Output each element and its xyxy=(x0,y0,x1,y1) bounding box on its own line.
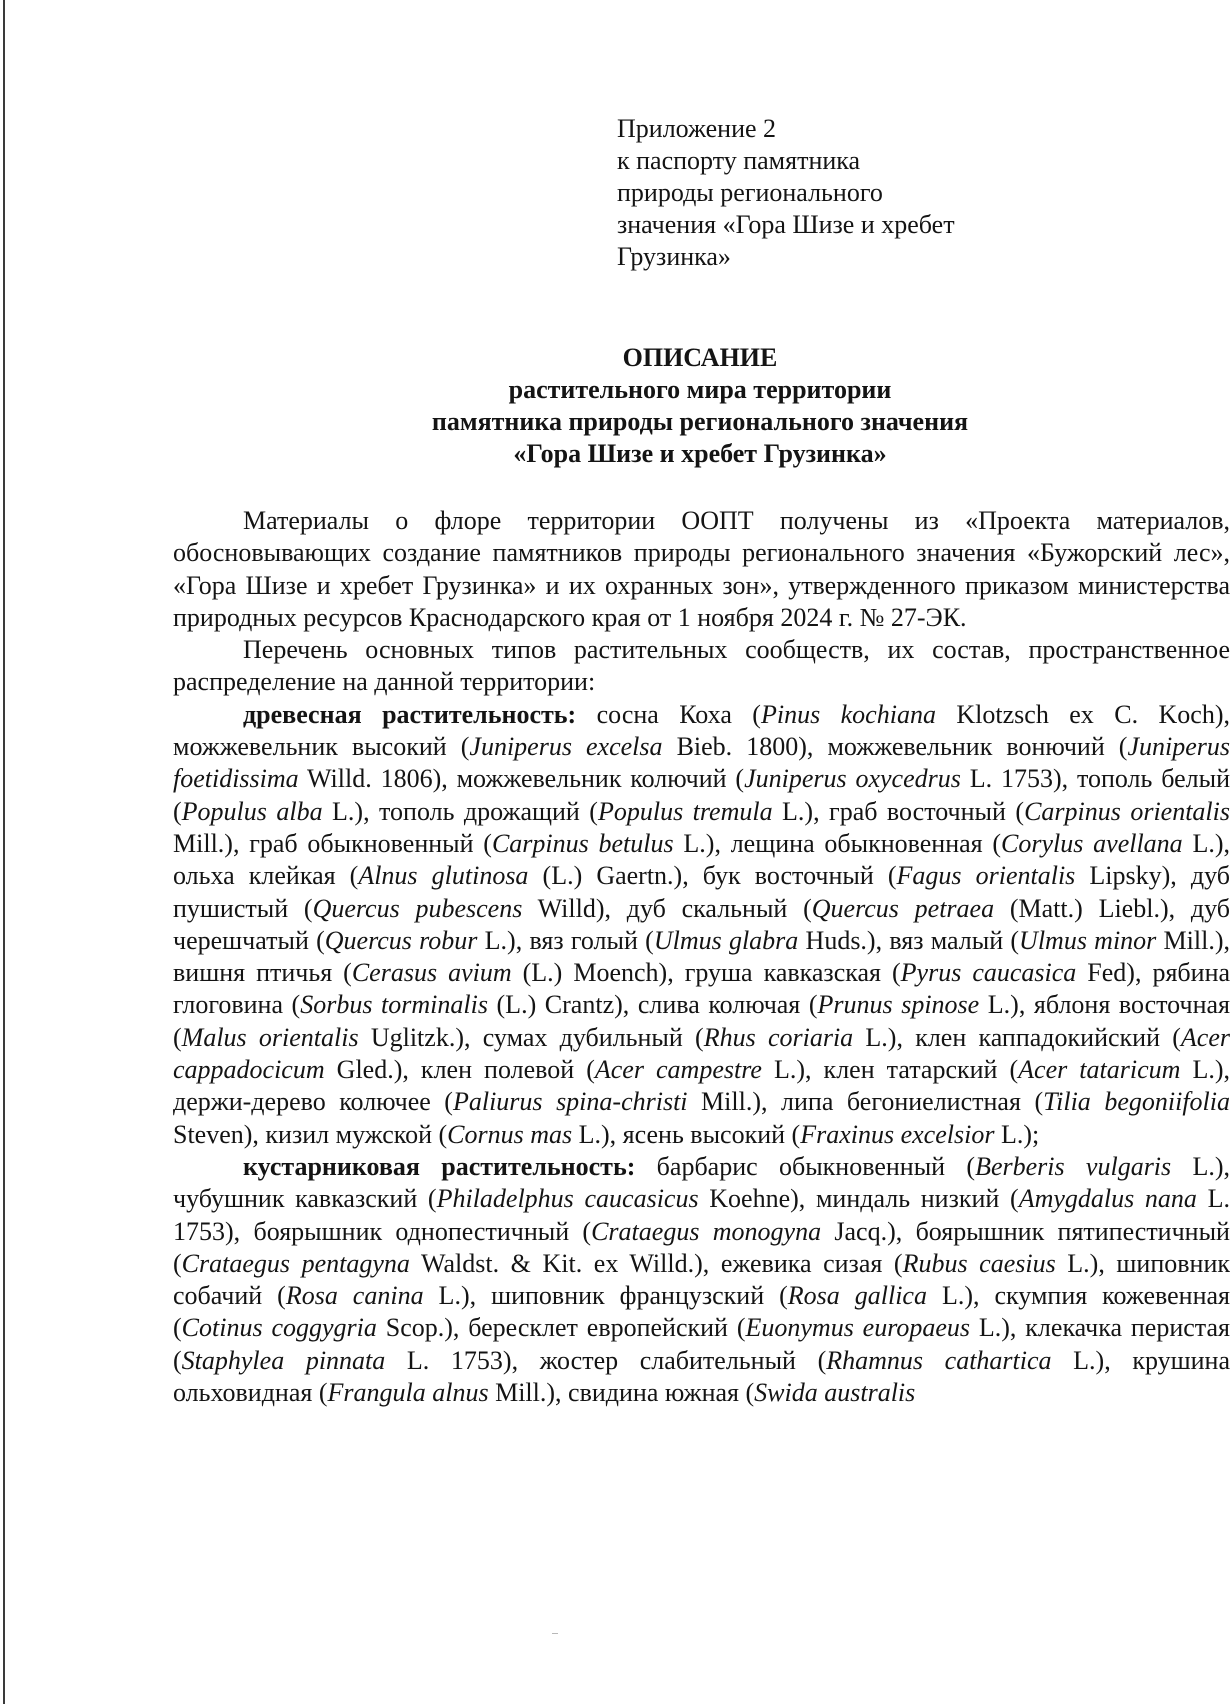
section-heading: древесная растительность: xyxy=(243,699,577,729)
text-run: L. 1753), боярышник однопестичный ( xyxy=(173,1184,1230,1246)
latin-species-name: Rosa canina xyxy=(285,1281,424,1311)
document-body xyxy=(173,505,1230,1409)
latin-species-name: Rosa gallica xyxy=(787,1281,927,1311)
latin-species-name: Quercus pubescens xyxy=(312,893,523,923)
text-run: L.), ольха клейкая ( xyxy=(173,828,1230,891)
text-run: Scop.), бересклет европейский ( xyxy=(376,1313,746,1343)
latin-species-name: Pinus kochiana xyxy=(760,699,936,729)
section-text xyxy=(173,700,1230,1149)
text-run: Lipsky), дуб пушистый ( xyxy=(173,861,1230,923)
latin-species-name: Crataegus monogyna xyxy=(591,1216,822,1246)
text-run: L.), ясень высокий ( xyxy=(572,1119,801,1149)
latin-species-name: Swida australis xyxy=(754,1378,916,1408)
section-text xyxy=(173,1152,1230,1407)
text-run: Koehne), миндаль низкий ( xyxy=(698,1184,1019,1214)
shrub-vegetation-paragraph xyxy=(173,1151,1230,1409)
text-run: L. 1753), тополь белый ( xyxy=(173,764,1230,826)
text-run: (L.) Moench), груша кавказская ( xyxy=(511,958,901,988)
text-run: Huds.), вяз малый ( xyxy=(798,925,1020,955)
latin-species-name: Philadelphus caucasicus xyxy=(436,1184,699,1214)
text-run: Steven), кизил мужской ( xyxy=(173,1119,448,1149)
document-title xyxy=(170,342,1230,470)
appendix-line: Приложение 2 xyxy=(617,114,777,143)
latin-species-name: Fagus orientalis xyxy=(896,861,1076,891)
latin-species-name: Juniperus foetidissima xyxy=(173,732,1230,794)
text-run: L.); xyxy=(994,1119,1040,1149)
latin-species-name: Malus orientalis xyxy=(181,1022,359,1052)
appendix-line: значения «Гора Шизе и хребет xyxy=(617,210,955,239)
latin-species-name: Berberis vulgaris xyxy=(975,1151,1172,1181)
section-heading: кустарниковая растительность: xyxy=(243,1151,636,1181)
appendix-line: природы регионального xyxy=(617,178,883,207)
text-run: Mill.), вишня птичья ( xyxy=(173,925,1230,988)
text-run: L.), держи-дерево колючее ( xyxy=(173,1055,1230,1117)
latin-species-name: Cotinus coggygria xyxy=(181,1313,377,1343)
text-run: (Matt.) Liebl.), дуб черешчатый ( xyxy=(173,893,1230,955)
latin-species-name: Ulmus glabra xyxy=(653,925,799,955)
latin-species-name: Tilia begoniifolia xyxy=(1043,1087,1230,1117)
text-run: L.), клекачка перистая ( xyxy=(173,1313,1230,1375)
latin-species-name: Populus tremula xyxy=(597,796,773,826)
latin-species-name: Staphylea pinnata xyxy=(181,1345,386,1375)
title-main: ОПИСАНИЕ xyxy=(622,343,778,372)
text-run: L.), шиповник французский ( xyxy=(423,1281,788,1311)
latin-species-name: Quercus robur xyxy=(324,925,478,955)
latin-species-name: Carpinus betulus xyxy=(491,828,674,858)
text-run: Fed), рябина глоговина ( xyxy=(173,958,1230,1020)
text-run: L.), скумпия кожевенная ( xyxy=(173,1281,1230,1343)
scan-left-edge xyxy=(3,0,5,1704)
latin-species-name: Crataegus pentagyna xyxy=(181,1248,410,1278)
text-run: (L.) Crantz), слива колючая ( xyxy=(487,990,818,1020)
title-line: «Гора Шизе и хребет Грузинка» xyxy=(513,439,887,468)
latin-species-name: Prunus spinose xyxy=(817,990,980,1020)
text-run: L. 1753), жостер слабительный ( xyxy=(385,1345,827,1375)
latin-species-name: Acer tataricum xyxy=(1018,1055,1181,1085)
text-run: L.), тополь дрожащий ( xyxy=(322,796,598,826)
latin-species-name: Carpinus orientalis xyxy=(1024,796,1230,826)
latin-species-name: Fraxinus excelsior xyxy=(800,1119,995,1149)
latin-species-name: Quercus petraea xyxy=(811,893,995,923)
latin-species-name: Cerasus avium xyxy=(351,958,512,988)
latin-species-name: Amygdalus nana xyxy=(1018,1184,1197,1214)
latin-species-name: Populus alba xyxy=(181,796,323,826)
text-run: Gled.), клен полевой ( xyxy=(324,1055,595,1085)
title-line: растительного мира территории xyxy=(508,375,892,404)
text-run: L.), клен татарский ( xyxy=(761,1055,1019,1085)
latin-species-name: Euonymus europaeus xyxy=(745,1313,971,1343)
text-run: L.), чубушник кавказский ( xyxy=(173,1151,1230,1214)
latin-species-name: Corylus avellana xyxy=(1001,828,1183,858)
text-run: Willd. 1806), можжевельник колючий ( xyxy=(298,764,745,794)
latin-species-name: Pyrus caucasica xyxy=(900,958,1077,988)
text-run: Bieb. 1800), можжевельник вонючий ( xyxy=(662,732,1128,762)
latin-species-name: Frangula alnus xyxy=(327,1378,489,1408)
text-run: Mill.), граб обыкновенный ( xyxy=(173,828,492,858)
latin-species-name: Juniperus excelsa xyxy=(469,732,663,762)
text-run: Jacq.), боярышник пятипестичный ( xyxy=(173,1216,1230,1278)
text-run: Klotzsch ex C. Koch), можжевельник высокий ( xyxy=(173,699,1230,762)
text-run: Mill.), липа бегониелистная ( xyxy=(687,1087,1044,1117)
text-run: Mill.), свидина южная ( xyxy=(488,1378,755,1408)
latin-species-name: Paliurus spina-christi xyxy=(452,1087,688,1117)
text-run: сосна Коха ( xyxy=(576,699,761,729)
text-run: Waldst. & Kit. ex Willd.), ежевика сизая ( xyxy=(409,1248,903,1278)
latin-species-name: Rhamnus cathartica xyxy=(826,1345,1052,1375)
latin-species-name: Ulmus minor xyxy=(1019,925,1157,955)
appendix-line: к паспорту памятника xyxy=(617,146,861,175)
text-run: Willd), дуб скальный ( xyxy=(522,893,812,923)
text-run: L.), лещина обыкновенная ( xyxy=(673,828,1002,858)
text-run: L.), крушина ольховидная ( xyxy=(173,1345,1230,1408)
scan-mark xyxy=(552,1633,558,1634)
text-run: L.), яблоня восточная ( xyxy=(173,990,1230,1052)
latin-species-name: Juniperus oxycedrus xyxy=(744,764,961,794)
text-run: барбарис обыкновенный ( xyxy=(635,1151,976,1181)
text-run: L.), граб восточный ( xyxy=(772,796,1025,826)
latin-species-name: Rhus coriaria xyxy=(703,1022,854,1052)
text-run: Uglitzk.), сумах дубильный ( xyxy=(358,1022,704,1052)
latin-species-name: Rubus caesius xyxy=(902,1248,1056,1278)
title-line: памятника природы регионального значения xyxy=(431,407,969,436)
latin-species-name: Cornus mas xyxy=(447,1119,573,1149)
latin-species-name: Alnus glutinosa xyxy=(358,861,529,891)
tree-vegetation-paragraph xyxy=(173,699,1230,1151)
latin-species-name: Sorbus torminalis xyxy=(300,990,488,1020)
appendix-line: Грузинка» xyxy=(617,242,731,271)
list-intro-paragraph: Перечень основных типов растительных сообществ, их состав, пространственное распределение на данной территории: xyxy=(173,635,1230,697)
latin-species-name: Acer campestre xyxy=(594,1055,762,1085)
text-run: (L.) Gaertn.), бук восточный ( xyxy=(528,861,897,891)
text-run: L.), клен каппадокийский ( xyxy=(853,1022,1181,1052)
latin-species-name: Acer cappadocicum xyxy=(173,1022,1230,1085)
intro-paragraph: Материалы о флоре территории ООПТ получены из «Проекта материалов, обосновывающих создание памятников природы регионального значения «Бужорский лес», «Гора Шизе и хребет Грузинка» и их охранных зон», утвержденного приказом министерства природных ресурсов Краснодарского края от 1 ноября 2024 г. № 27-ЭК. xyxy=(173,506,1230,632)
appendix-header xyxy=(617,113,955,273)
text-run: L.), шиповник собачий ( xyxy=(173,1248,1230,1311)
text-run: L.), вяз голый ( xyxy=(477,925,654,955)
